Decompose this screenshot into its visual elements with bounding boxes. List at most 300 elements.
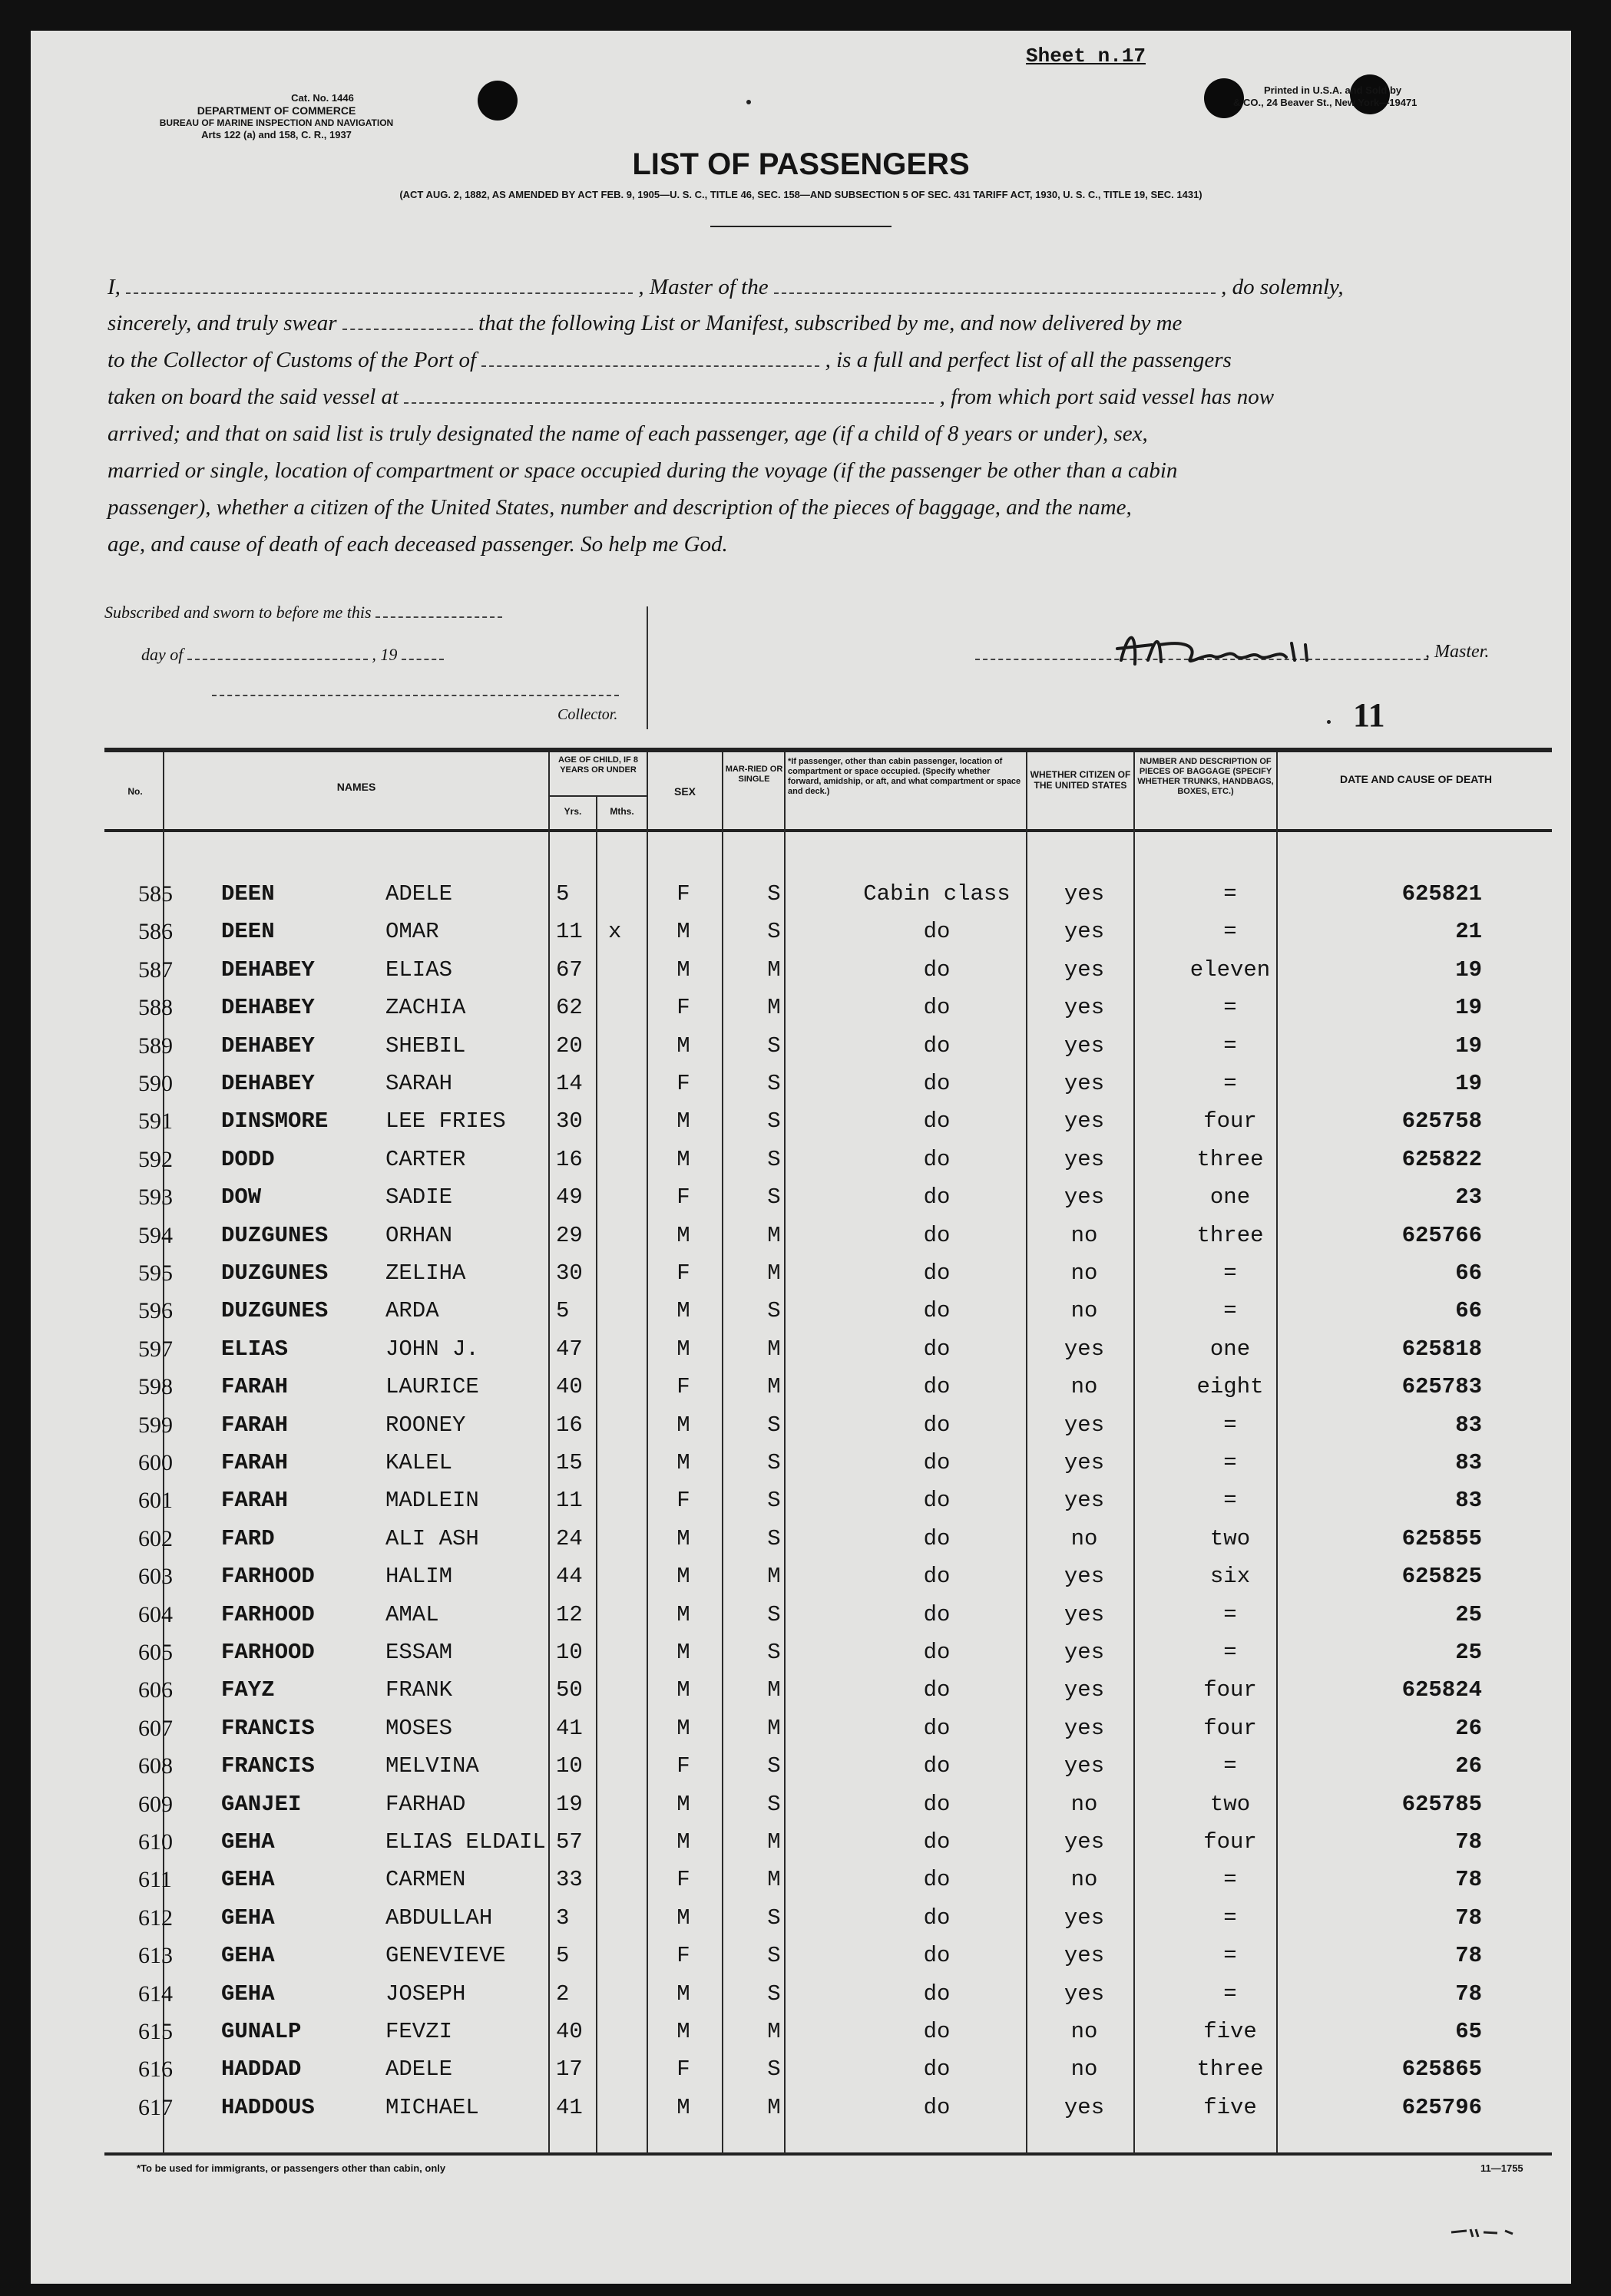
- cell-ms: M: [767, 2094, 781, 2120]
- cell-cit: yes: [1064, 1905, 1105, 1931]
- cell-ms: M: [767, 1867, 781, 1893]
- cell-ms: M: [767, 1260, 781, 1286]
- cell-cit: yes: [1064, 1146, 1105, 1172]
- cell-given: MELVINA: [385, 1753, 479, 1779]
- cell-surname: DUZGUNES: [221, 1298, 329, 1324]
- table-row: [31, 1141, 1571, 1178]
- cell-cit: yes: [1064, 1032, 1105, 1059]
- page-number: 11: [1353, 696, 1385, 734]
- cell-surname: DODD: [221, 1146, 275, 1172]
- cell-surname: FARHOOD: [221, 1564, 315, 1590]
- cell-surname: GUNALP: [221, 2019, 302, 2044]
- cell-ref: 78: [1455, 1981, 1482, 2007]
- master-name-field: [126, 277, 633, 294]
- cell-cit: yes: [1064, 2094, 1105, 2120]
- cell-no: 588: [138, 995, 173, 1021]
- cell-surname: GANJEI: [221, 1791, 302, 1817]
- cell-ref: 625758: [1401, 1108, 1482, 1135]
- cell-bag: =: [1223, 1412, 1237, 1438]
- cell-cit: yes: [1064, 1981, 1105, 2007]
- cell-given: ORHAN: [385, 1222, 453, 1248]
- cell-comp: do: [923, 1981, 951, 2007]
- cell-ref: 625855: [1401, 1525, 1482, 1551]
- cell-no: 591: [138, 1108, 173, 1135]
- cell-bag: eleven: [1189, 956, 1271, 983]
- cell-age: 10: [556, 1640, 583, 1665]
- cell-bag: eight: [1196, 1374, 1264, 1400]
- cell-no: 585: [138, 881, 173, 907]
- cell-surname: DEHABEY: [221, 1071, 315, 1096]
- cell-age: 33: [556, 1867, 583, 1893]
- footnote: *To be used for immigrants, or passengers other than cabin, only: [137, 2162, 446, 2174]
- cell-bag: =: [1223, 1032, 1237, 1059]
- cell-cit: yes: [1064, 1412, 1105, 1438]
- cell-surname: FARAH: [221, 1412, 289, 1438]
- cell-cit: yes: [1064, 1184, 1105, 1211]
- form-info: [77, 92, 476, 141]
- cell-bag: one: [1209, 1184, 1251, 1211]
- cell-given: FARHAD: [385, 1791, 466, 1817]
- cell-ref: 78: [1455, 1905, 1482, 1931]
- cell-ms: S: [767, 1108, 781, 1135]
- oath-line-1: I, , Master of the , do solemnly,: [108, 275, 1344, 299]
- cell-bag: one: [1209, 1336, 1251, 1362]
- cell-no: 600: [138, 1450, 173, 1475]
- cell-comp: do: [923, 1108, 951, 1135]
- cell-age: 10: [556, 1753, 583, 1779]
- cell-ms: S: [767, 1184, 781, 1211]
- cell-no: 597: [138, 1336, 173, 1362]
- port-field: [481, 350, 819, 367]
- cell-ms: S: [767, 1525, 781, 1551]
- cell-sex: M: [676, 1564, 690, 1590]
- cell-cit: yes: [1064, 995, 1105, 1021]
- cell-no: 587: [138, 956, 173, 983]
- cell-comp: do: [923, 995, 951, 1021]
- cell-sex: M: [676, 1412, 690, 1438]
- punch-hole: [478, 81, 518, 121]
- cell-bag: =: [1223, 1298, 1237, 1324]
- cell-ref: 19: [1455, 995, 1482, 1021]
- cell-ref: 26: [1455, 1753, 1482, 1779]
- cell-sex: M: [676, 1108, 690, 1135]
- cell-bag: =: [1223, 881, 1237, 907]
- cell-ref: 19: [1455, 956, 1482, 983]
- cell-comp: do: [923, 1488, 951, 1514]
- table-bottom-rule: [104, 2152, 1552, 2156]
- cell-ms: M: [767, 1374, 781, 1400]
- cell-sex: M: [676, 1032, 690, 1059]
- cell-given: FEVZI: [385, 2019, 453, 2044]
- cell-bag: =: [1223, 1753, 1237, 1779]
- cell-cit: yes: [1064, 1601, 1105, 1627]
- departure-port-field: [404, 387, 934, 404]
- cell-sex: M: [676, 1525, 690, 1551]
- cell-cit: no: [1070, 1525, 1098, 1551]
- cell-age: 57: [556, 1829, 583, 1855]
- cell-cit: no: [1070, 2019, 1098, 2044]
- cell-no: 616: [138, 2056, 173, 2083]
- cell-age: 67: [556, 956, 583, 983]
- small-dot: [746, 100, 751, 104]
- table-row: [31, 913, 1571, 950]
- cell-surname: HADDAD: [221, 2056, 302, 2083]
- vessel-name-field: [774, 277, 1216, 294]
- cell-no: 604: [138, 1601, 173, 1627]
- cell-age: 12: [556, 1601, 583, 1627]
- cell-surname: FAYZ: [221, 1677, 275, 1703]
- table-row: [31, 2089, 1571, 2126]
- cell-age: 40: [556, 1374, 583, 1400]
- cell-comp: do: [923, 1867, 951, 1893]
- cell-ref: 23: [1455, 1184, 1482, 1211]
- cell-ref: 21: [1455, 919, 1482, 945]
- cell-comp: do: [923, 1677, 951, 1703]
- cell-surname: FRANCIS: [221, 1715, 315, 1741]
- cell-bag: =: [1223, 1943, 1237, 1969]
- cell-age: 5: [556, 1298, 570, 1324]
- cell-ms: M: [767, 1336, 781, 1362]
- cell-age: 47: [556, 1336, 583, 1362]
- table-row: [31, 1102, 1571, 1139]
- cell-ref: 83: [1455, 1412, 1482, 1438]
- header-mths: Mths.: [610, 806, 634, 817]
- cell-comp: do: [923, 1905, 951, 1931]
- cell-no: 609: [138, 1791, 173, 1817]
- cell-sex: M: [676, 1222, 690, 1248]
- cell-age: 15: [556, 1450, 583, 1475]
- table-row: [31, 1368, 1571, 1405]
- oath-line-4: taken on board the said vessel at , from which port said vessel has now: [108, 385, 1275, 409]
- cell-sex: M: [676, 2019, 690, 2044]
- cell-sex: F: [676, 1184, 690, 1211]
- cell-given: CARTER: [385, 1146, 466, 1172]
- cell-ms: M: [767, 1564, 781, 1590]
- sheet-number: Sheet n.17: [1026, 45, 1146, 68]
- cell-no: 599: [138, 1412, 173, 1438]
- cell-no: 605: [138, 1640, 173, 1665]
- cell-ref: 625825: [1401, 1564, 1482, 1590]
- oath-line-7: passenger), whether a citizen of the United States, number and description of the pieces of baggage, and the name,: [108, 495, 1132, 520]
- table-row: [31, 1634, 1571, 1670]
- cell-no: 607: [138, 1715, 173, 1741]
- cell-cit: no: [1070, 1222, 1098, 1248]
- table-row: [31, 875, 1571, 912]
- cell-given: ABDULLAH: [385, 1905, 493, 1931]
- cell-ms: S: [767, 919, 781, 945]
- cell-age: 17: [556, 2056, 583, 2083]
- cell-sex: M: [676, 1298, 690, 1324]
- cell-comp: do: [923, 1943, 951, 1969]
- cell-surname: DOW: [221, 1184, 262, 1211]
- cell-no: 594: [138, 1222, 173, 1248]
- header-married: MAR-RIED OR SINGLE: [725, 765, 783, 784]
- cell-given: ADELE: [385, 881, 453, 907]
- manifest-page: [31, 31, 1571, 2284]
- cell-comp: do: [923, 1336, 951, 1362]
- cell-sex: F: [676, 1374, 690, 1400]
- cell-sex: M: [676, 1791, 690, 1817]
- corner-scribble: [1436, 2225, 1528, 2240]
- cell-ms: S: [767, 1488, 781, 1514]
- cell-given: LAURICE: [385, 1374, 479, 1400]
- cell-no: 598: [138, 1374, 173, 1400]
- cell-ms: M: [767, 956, 781, 983]
- cell-ref: 78: [1455, 1867, 1482, 1893]
- cell-sex: M: [676, 1829, 690, 1855]
- cell-ms: S: [767, 1412, 781, 1438]
- cell-bag: =: [1223, 1260, 1237, 1286]
- table-row: [31, 1254, 1571, 1291]
- table-row: [31, 1937, 1571, 1974]
- cell-ms: M: [767, 2019, 781, 2044]
- cell-comp: do: [923, 1222, 951, 1248]
- cell-surname: HADDOUS: [221, 2094, 315, 2120]
- cell-ms: S: [767, 1753, 781, 1779]
- cell-age: 50: [556, 1677, 583, 1703]
- cell-comp: do: [923, 1146, 951, 1172]
- sworn-box: Subscribed and sworn to before me this day of , 19 Collector.: [104, 603, 650, 733]
- cell-bag: =: [1223, 1905, 1237, 1931]
- cell-no: 614: [138, 1981, 173, 2007]
- cell-comp: do: [923, 1071, 951, 1096]
- cell-comp: do: [923, 1753, 951, 1779]
- cell-surname: FARAH: [221, 1374, 289, 1400]
- cell-given: ESSAM: [385, 1640, 453, 1665]
- cell-given: MOSES: [385, 1715, 453, 1741]
- oath-line-6: married or single, location of compartment or space occupied during the voyage (if the passenger be other than a cabin: [108, 458, 1178, 483]
- cell-age: 24: [556, 1525, 583, 1551]
- header-death: DATE AND CAUSE OF DEATH: [1339, 773, 1493, 785]
- page-title: LIST OF PASSENGERS: [632, 147, 970, 181]
- cell-surname: DEEN: [221, 881, 275, 907]
- cell-age: 2: [556, 1981, 570, 2007]
- table-row: [31, 2050, 1571, 2087]
- header-sex: SEX: [673, 785, 696, 798]
- cell-comp: do: [923, 1032, 951, 1059]
- cell-no: 611: [138, 1867, 172, 1893]
- cell-comp: Cabin class: [863, 881, 1011, 907]
- cell-comp: do: [923, 2056, 951, 2083]
- cell-given: HALIM: [385, 1564, 453, 1590]
- cell-given: SADIE: [385, 1184, 453, 1211]
- cell-no: 612: [138, 1905, 173, 1931]
- department: DEPARTMENT OF COMMERCE: [197, 104, 356, 117]
- cell-age: 44: [556, 1564, 583, 1590]
- cell-no: 606: [138, 1677, 173, 1703]
- cell-given: JOHN J.: [385, 1336, 479, 1362]
- cell-surname: DEEN: [221, 919, 275, 945]
- cell-sex: F: [676, 2056, 690, 2083]
- cell-ms: S: [767, 1298, 781, 1324]
- cell-cit: no: [1070, 1260, 1098, 1286]
- cell-ms: S: [767, 1791, 781, 1817]
- cell-ref: 625785: [1401, 1791, 1482, 1817]
- cell-age: 5: [556, 1943, 570, 1969]
- cell-comp: do: [923, 1450, 951, 1475]
- header-yrs: Yrs.: [564, 806, 582, 817]
- cell-no: 608: [138, 1753, 173, 1779]
- cell-surname: DUZGUNES: [221, 1260, 329, 1286]
- cell-ref: 19: [1455, 1071, 1482, 1096]
- table-row: [31, 1861, 1571, 1898]
- table-row: [31, 1027, 1571, 1064]
- cell-age: 41: [556, 2094, 583, 2120]
- cell-ref: 625824: [1401, 1677, 1482, 1703]
- cell-age: 40: [556, 2019, 583, 2044]
- cell-no: 586: [138, 919, 173, 945]
- cell-ref: 66: [1455, 1260, 1482, 1286]
- cell-cit: yes: [1064, 1753, 1105, 1779]
- cell-surname: FARAH: [221, 1450, 289, 1475]
- cell-age: 49: [556, 1184, 583, 1211]
- cell-surname: GEHA: [221, 1905, 275, 1931]
- cell-bag: =: [1223, 1450, 1237, 1475]
- cell-ms: S: [767, 1071, 781, 1096]
- table-row: [31, 1406, 1571, 1443]
- cell-bag: =: [1223, 1071, 1237, 1096]
- act-reference: (ACT AUG. 2, 1882, AS AMENDED BY ACT FEB. 9, 1905—U. S. C., TITLE 46, SEC. 158—AND SUBSECTION 5 OF SEC. 431 TARIFF ACT, 1930, U. S. C., TITLE 19, SEC. 1431): [399, 189, 1202, 200]
- table-row: [31, 1217, 1571, 1254]
- cell-ms: S: [767, 1943, 781, 1969]
- header-names: NAMES: [336, 781, 376, 793]
- cell-ms: S: [767, 1640, 781, 1665]
- cell-sex: M: [676, 1450, 690, 1475]
- cell-cit: yes: [1064, 1943, 1105, 1969]
- cell-cit: yes: [1064, 1829, 1105, 1855]
- form-number: 11—1755: [1480, 2162, 1523, 2174]
- cell-sex: M: [676, 1677, 690, 1703]
- table-row: [31, 1178, 1571, 1215]
- cell-age: 30: [556, 1260, 583, 1286]
- cell-given: SHEBIL: [385, 1032, 466, 1059]
- cell-surname: DUZGUNES: [221, 1222, 329, 1248]
- cell-given: ADELE: [385, 2056, 453, 2083]
- master-signature: [1113, 622, 1421, 676]
- cell-sex: F: [676, 1867, 690, 1893]
- cell-bag: five: [1203, 2094, 1257, 2120]
- cell-age: 20: [556, 1032, 583, 1059]
- cell-comp: do: [923, 1640, 951, 1665]
- cell-sex: F: [676, 1753, 690, 1779]
- cell-mths: x: [608, 919, 622, 945]
- cell-given: ARDA: [385, 1298, 439, 1324]
- cell-ref: 26: [1455, 1715, 1482, 1741]
- cell-ms: S: [767, 1146, 781, 1172]
- table-top-rule: [104, 748, 1552, 752]
- cell-no: 602: [138, 1525, 173, 1551]
- table-row: [31, 1482, 1571, 1518]
- cell-bag: =: [1223, 1640, 1237, 1665]
- title-rule: [710, 226, 892, 227]
- cell-surname: FARD: [221, 1525, 275, 1551]
- cell-sex: M: [676, 1146, 690, 1172]
- cell-cit: no: [1070, 1867, 1098, 1893]
- cell-ref: 625766: [1401, 1222, 1482, 1248]
- collector-label: Collector.: [557, 706, 618, 723]
- table-row: [31, 989, 1571, 1026]
- cell-bag: =: [1223, 1601, 1237, 1627]
- cell-bag: four: [1203, 1677, 1257, 1703]
- cell-comp: do: [923, 1564, 951, 1590]
- cell-bag: four: [1203, 1108, 1257, 1135]
- cell-ms: S: [767, 1981, 781, 2007]
- cell-ref: 625865: [1401, 2056, 1482, 2083]
- cat-no: Cat. No. 1446: [291, 92, 354, 104]
- cell-cit: yes: [1064, 1488, 1105, 1514]
- cell-ref: 625796: [1401, 2094, 1482, 2120]
- cell-sex: M: [676, 1715, 690, 1741]
- arts: Arts 122 (a) and 158, C. R., 1937: [201, 129, 352, 140]
- cell-ref: 65: [1455, 2019, 1482, 2044]
- cell-ref: 19: [1455, 1032, 1482, 1059]
- cell-given: SARAH: [385, 1071, 453, 1096]
- cell-sex: F: [676, 881, 690, 907]
- cell-surname: GEHA: [221, 1943, 275, 1969]
- cell-no: 596: [138, 1298, 173, 1324]
- cell-ref: 25: [1455, 1640, 1482, 1665]
- cell-sex: F: [676, 1260, 690, 1286]
- cell-comp: do: [923, 956, 951, 983]
- table-row: [31, 1330, 1571, 1367]
- bureau: BUREAU OF MARINE INSPECTION AND NAVIGATION: [159, 117, 394, 128]
- cell-comp: do: [923, 1184, 951, 1211]
- cell-given: ALI ASH: [385, 1525, 479, 1551]
- cell-no: 589: [138, 1032, 173, 1059]
- cell-surname: GEHA: [221, 1829, 275, 1855]
- cell-comp: do: [923, 1260, 951, 1286]
- cell-given: ELIAS ELDAIL: [385, 1829, 546, 1855]
- cell-cit: yes: [1064, 1071, 1105, 1096]
- cell-ref: 625818: [1401, 1336, 1482, 1362]
- cell-bag: =: [1223, 1488, 1237, 1514]
- cell-ref: 625822: [1401, 1146, 1482, 1172]
- cell-sex: M: [676, 1640, 690, 1665]
- table-row: [31, 1558, 1571, 1594]
- cell-age: 41: [556, 1715, 583, 1741]
- table-row: [31, 1065, 1571, 1102]
- cell-sex: M: [676, 1981, 690, 2007]
- cell-comp: do: [923, 2094, 951, 2120]
- cell-comp: do: [923, 919, 951, 945]
- header-compartment: *If passenger, other than cabin passenger, location of compartment or space occupied. (Specify whether forward, amidship, or aft, and what compartment or space and deck.): [788, 757, 1021, 796]
- cell-bag: =: [1223, 995, 1237, 1021]
- cell-cit: yes: [1064, 1715, 1105, 1741]
- cell-surname: FARHOOD: [221, 1601, 315, 1627]
- table-row: [31, 1444, 1571, 1481]
- table-row: [31, 1975, 1571, 2012]
- cell-comp: do: [923, 1791, 951, 1817]
- oath-line-8: age, and cause of death of each deceased passenger. So help me God.: [108, 532, 728, 557]
- header-bottom-rule: [104, 829, 1552, 832]
- cell-surname: DEHABEY: [221, 956, 315, 983]
- cell-comp: do: [923, 1715, 951, 1741]
- cell-surname: DEHABEY: [221, 995, 315, 1021]
- table-row: [31, 1710, 1571, 1746]
- cell-age: 11: [556, 919, 583, 945]
- cell-sex: M: [676, 2094, 690, 2120]
- cell-given: GENEVIEVE: [385, 1943, 506, 1969]
- cell-cit: yes: [1064, 1640, 1105, 1665]
- oath-line-2: sincerely, and truly swear that the following List or Manifest, subscribed by me, and now delivered by me: [108, 311, 1183, 335]
- cell-surname: FRANCIS: [221, 1753, 315, 1779]
- cell-bag: two: [1209, 1525, 1251, 1551]
- cell-sex: M: [676, 1905, 690, 1931]
- table-row: [31, 1786, 1571, 1822]
- cell-no: 617: [138, 2094, 173, 2120]
- cell-ref: 625783: [1401, 1374, 1482, 1400]
- cell-surname: ELIAS: [221, 1336, 289, 1362]
